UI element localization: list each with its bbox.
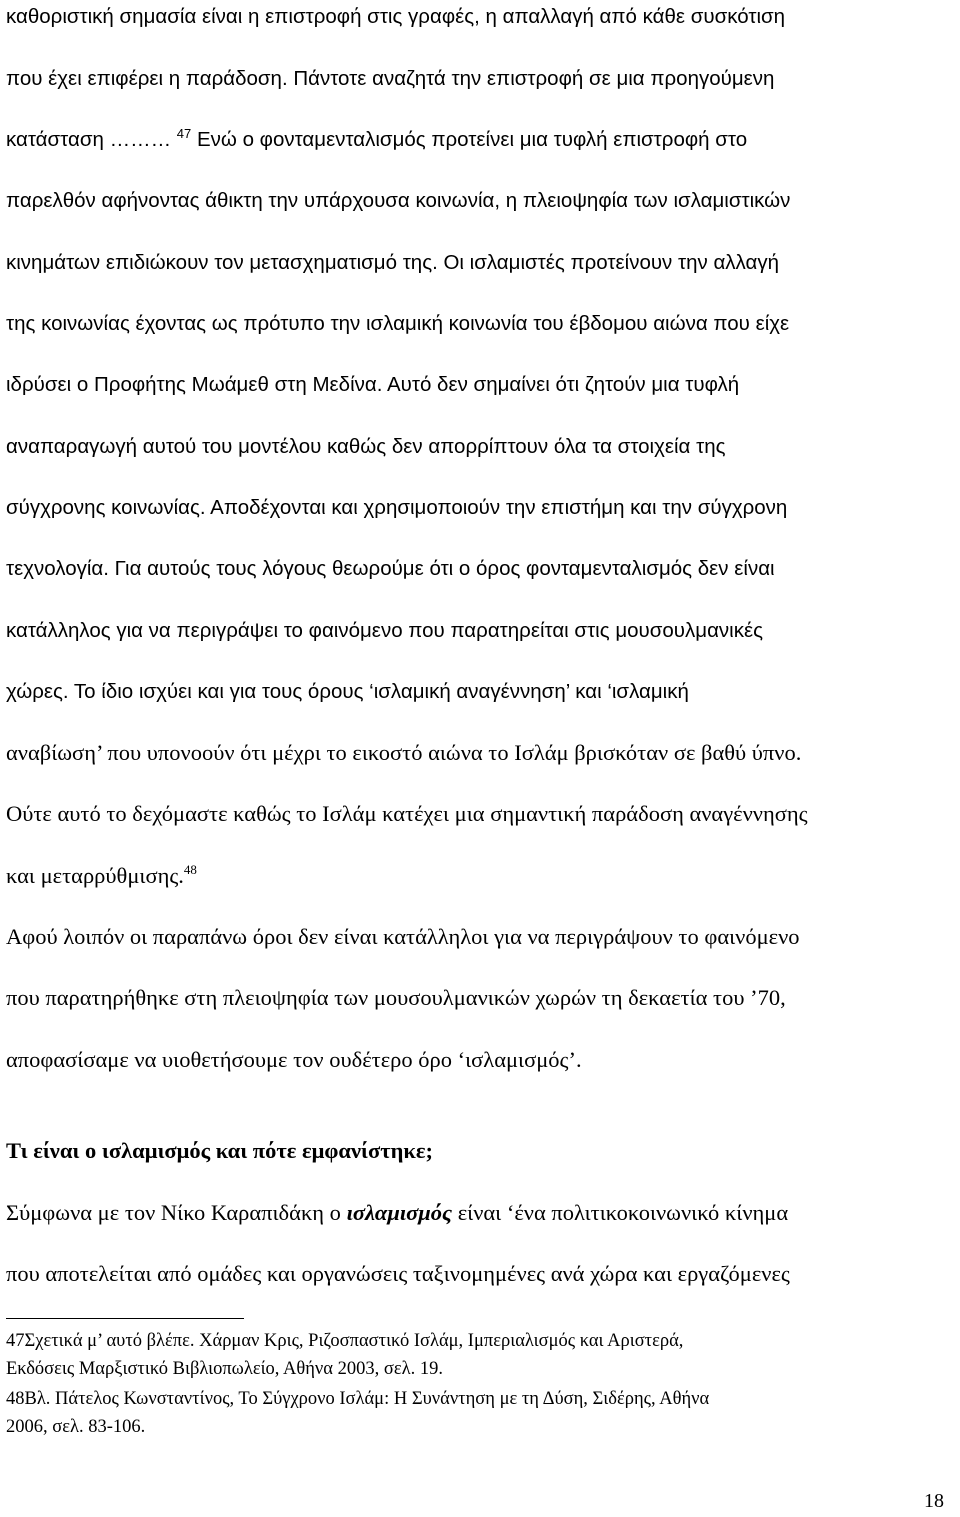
body-line: Αφού λοιπόν οι παραπάνω όροι δεν είναι κατάλληλοι για να περιγράψουν το φαινόμενο: [6, 924, 800, 949]
body-line: [6, 127, 747, 153]
body-line: χώρες. Το ίδιο ισχύει και για τους όρους ‘ισλαμική αναγέννηση’ και ‘ισλαμική: [6, 680, 689, 703]
emphasized-term: ισλαμισμός: [346, 1200, 453, 1225]
body-line: [6, 863, 197, 889]
footnote-48: 48Βλ. Πάτελος Κωνσταντίνος, Το Σύγχρονο Ισλάμ: Η Συνάντηση με τη Δύση, Σιδέρης, Αθήνα: [6, 1389, 710, 1409]
body-text: κατάσταση ………: [6, 128, 177, 151]
footnote-ref-48[interactable]: 48: [183, 862, 197, 877]
body-line: Ούτε αυτό το δεχόμαστε καθώς το Ισλάμ κατέχει μια σημαντική παράδοση αναγέννησης: [6, 801, 808, 826]
body-line: κατάλληλος για να περιγράψει το φαινόμενο που παρατηρείται στις μουσουλμανικές: [6, 619, 763, 642]
footnote-48-continued: 2006, σελ. 83-106.: [6, 1417, 146, 1437]
body-line: που παρατηρήθηκε στη πλειοψηφία των μουσουλμανικών χωρών τη δεκαετία του ’70,: [6, 985, 786, 1010]
body-line: τεχνολογία. Για αυτούς τους λόγους θεωρούμε ότι ο όρος φονταμενταλισμός δεν είναι: [6, 557, 775, 580]
body-line: ιδρύσει ο Προφήτης Μωάμεθ στη Μεδίνα. Αυτό δεν σημαίνει ότι ζητούν μια τυφλή: [6, 373, 740, 396]
footnote-ref-47[interactable]: 47: [176, 126, 192, 141]
body-line: που έχει επιφέρει η παράδοση. Πάντοτε αναζητά την επιστροφή σε μια προηγούμενη: [6, 67, 775, 90]
body-line: καθοριστική σημασία είναι η επιστροφή στις γραφές, η απαλλαγή από κάθε συσκότιση: [6, 5, 786, 28]
page-number: 18: [924, 1490, 944, 1512]
body-line: αποφασίσαμε να υιοθετήσουμε τον ουδέτερο όρο ‘ισλαμισμός’.: [6, 1047, 582, 1072]
footnote-separator: [6, 1318, 244, 1319]
body-text: Σύμφωνα με τον Νίκο Καραπιδάκη ο: [6, 1200, 347, 1225]
body-text: είναι ‘ένα πολιτικοκοινωνικό κίνημα: [452, 1200, 789, 1225]
body-line: [6, 1200, 788, 1226]
body-text: Ενώ ο φονταμενταλισμός προτείνει μια τυφλή επιστροφή στο: [191, 128, 748, 151]
footnote-47: 47Σχετικά μ’ αυτό βλέπε. Χάρμαν Κρις, Ριζοσπαστικό Ισλάμ, Ιμπεριαλισμός και Αριστερά,: [6, 1331, 684, 1351]
section-heading: Τι είναι ο ισλαμισμός και πότε εμφανίστηκε;: [6, 1138, 433, 1163]
body-line: σύγχρονης κοινωνίας. Αποδέχονται και χρησιμοποιούν την επιστήμη και την σύγχρονη: [6, 496, 788, 519]
body-text: και μεταρρύθμισης.: [6, 863, 184, 888]
body-line: κινημάτων επιδιώκουν τον μετασχηματισμό της. Οι ισλαμιστές προτείνουν την αλλαγή: [6, 251, 779, 274]
footnote-47-continued: Εκδόσεις Μαρξιστικό Βιβλιοπωλείο, Αθήνα 2003, σελ. 19.: [6, 1359, 443, 1379]
body-line: παρελθόν αφήνοντας άθικτη την υπάρχουσα κοινωνία, η πλειοψηφία των ισλαμιστικών: [6, 189, 791, 212]
body-line: της κοινωνίας έχοντας ως πρότυπο την ισλαμική κοινωνία του έβδομου αιώνα που είχε: [6, 312, 790, 335]
body-line: που αποτελείται από ομάδες και οργανώσεις ταξινομημένες ανά χώρα και εργαζόμενες: [6, 1261, 790, 1286]
body-line: αναπαραγωγή αυτού του μοντέλου καθώς δεν απορρίπτουν όλα τα στοιχεία της: [6, 435, 726, 458]
body-line: αναβίωση’ που υπονοούν ότι μέχρι το εικοστό αιώνα το Ισλάμ βρισκόταν σε βαθύ ύπνο.: [6, 740, 802, 765]
